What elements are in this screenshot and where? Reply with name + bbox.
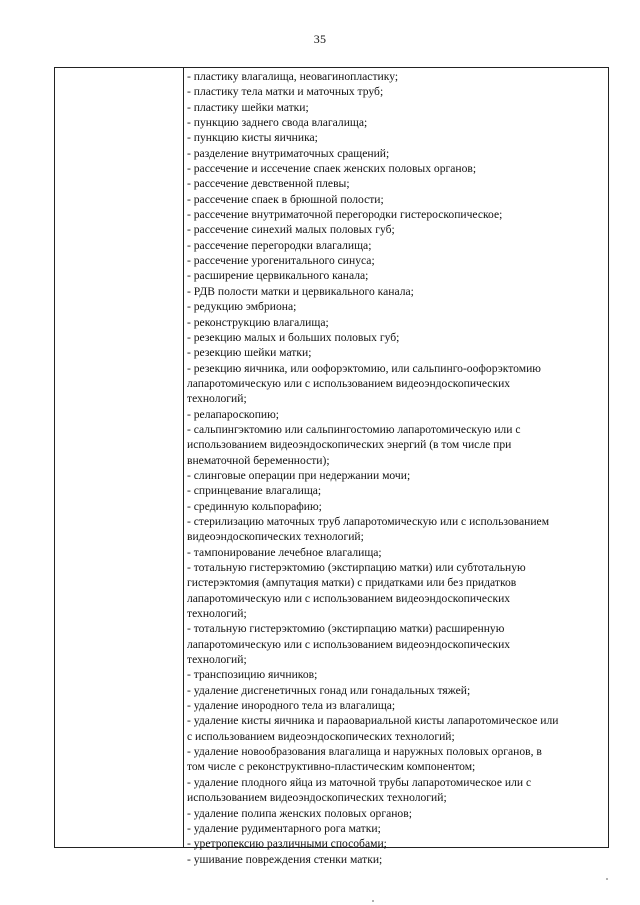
list-item <box>187 299 607 314</box>
list-item-line: - резекцию малых и больших половых губ; <box>187 330 400 344</box>
list-item <box>187 238 607 253</box>
list-item-line: с использованием видеоэндоскопических технологий; <box>187 729 455 743</box>
list-item-line: лапаротомическую или с использованием видеоэндоскопических <box>187 376 511 390</box>
list-item <box>187 330 607 345</box>
list-item <box>187 560 607 621</box>
list-item <box>187 468 607 483</box>
list-item <box>187 345 607 360</box>
list-item <box>187 775 607 806</box>
list-item-line: - спринцевание влагалища; <box>187 484 322 498</box>
list-item-line: - удаление кисты яичника и параовариальной кисты лапаротомическое или <box>187 714 559 728</box>
scan-artifact <box>372 900 374 902</box>
list-item-line: - пункцию заднего свода влагалища; <box>187 116 368 130</box>
list-item-line: - резекцию яичника, или оофорэктомию, или сальпинго-оофорэктомию <box>187 361 541 375</box>
list-item-line: - стерилизацию маточных труб лапаротомическую или с использованием <box>187 514 550 528</box>
list-item <box>187 268 607 283</box>
list-item-line: - тампонирование лечебное влагалища; <box>187 545 382 559</box>
list-item-line: - тотальную гистерэктомию (экстирпацию матки) или субтотальную <box>187 561 526 574</box>
list-item-line: - удаление инородного тела из влагалища; <box>187 699 396 713</box>
list-item-line: - разделение внутриматочных сращений; <box>187 146 390 160</box>
list-item-line: - слинговые операции при недержании мочи; <box>187 468 411 482</box>
list-item-line: - удаление плодного яйца из маточной трубы лапаротомическое или с <box>187 775 532 789</box>
list-item-line: - резекцию шейки матки; <box>187 346 312 360</box>
document-table <box>54 67 609 866</box>
list-item-line: - рассечение спаек в брюшной полости; <box>187 192 384 206</box>
list-item-line: - рассечение девственной плевы; <box>187 177 350 191</box>
list-item <box>187 621 607 667</box>
list-item <box>187 407 607 422</box>
list-item-line: технологий; <box>187 392 247 406</box>
list-item-line: - рассечение синехий малых половых губ; <box>187 223 395 237</box>
list-item <box>187 315 607 330</box>
list-item <box>187 130 607 145</box>
list-item <box>187 176 607 191</box>
table-column-divider <box>183 68 184 847</box>
list-item <box>187 744 607 775</box>
list-item-line: - уретропексию различными способами; <box>187 837 387 851</box>
list-item-line: технологий; <box>187 653 247 667</box>
list-item-line: - расширение цервикального канала; <box>187 269 369 283</box>
list-item <box>187 161 607 176</box>
list-item <box>187 545 607 560</box>
list-item-line: - рассечение внутриматочной перегородки гистероскопическое; <box>187 208 503 222</box>
list-item <box>187 514 607 545</box>
list-item-line: - пластику влагалища, неовагинопластику; <box>187 70 399 83</box>
list-item <box>187 821 607 836</box>
list-item-line: - рассечение урогенитального синуса; <box>187 254 375 268</box>
list-item-line: - удаление рудиментарного рога матки; <box>187 821 381 835</box>
list-item-line: - РДВ полости матки и цервикального канала; <box>187 284 414 298</box>
page-number: 35 <box>313 32 327 46</box>
list-item <box>187 253 607 268</box>
list-item-line: - рассечение и иссечение спаек женских половых органов; <box>187 162 477 176</box>
list-item-line: - срединную кольпорафию; <box>187 499 322 513</box>
list-item-line: - пункцию кисты яичника; <box>187 131 318 145</box>
list-item-line: - пластику шейки матки; <box>187 100 309 114</box>
list-item <box>187 836 607 851</box>
list-item-line: - реконструкцию влагалища; <box>187 315 329 329</box>
list-item <box>187 806 607 821</box>
list-item-line: лапаротомическую или с использованием видеоэндоскопических <box>187 637 511 651</box>
list-item-line: видеоэндоскопических технологий; <box>187 530 364 544</box>
list-item <box>187 422 607 468</box>
list-item-line: использованием видеоэндоскопических технологий; <box>187 791 447 805</box>
list-item <box>187 483 607 498</box>
list-item <box>187 84 607 99</box>
list-item <box>187 100 607 115</box>
list-item-line: использованием видеоэндоскопических энергий (в том числе при <box>187 438 512 452</box>
list-item-line: - рассечение перегородки влагалища; <box>187 238 372 252</box>
list-item-line: том числе с реконструктивно-пластическим компонентом; <box>187 760 476 774</box>
list-item-line: - редукцию эмбриона; <box>187 300 297 314</box>
list-item-line: - транспозицию яичников; <box>187 668 318 682</box>
list-item-line: - удаление полипа женских половых органов; <box>187 806 412 820</box>
list-item-line: лапаротомическую или с использованием видеоэндоскопических <box>187 591 511 605</box>
list-item <box>187 115 607 130</box>
list-item-line: внематочной беременности); <box>187 453 330 467</box>
list-item <box>187 192 607 207</box>
list-item <box>187 69 607 84</box>
list-item <box>187 683 607 698</box>
list-item <box>187 713 607 744</box>
list-item <box>187 284 607 299</box>
scan-artifact <box>606 878 608 880</box>
list-item <box>187 499 607 514</box>
list-item-line: - релапароскопию; <box>187 407 279 421</box>
list-item <box>187 698 607 713</box>
list-item-line: - тотальную гистерэктомию (экстирпацию матки) расширенную <box>187 622 505 636</box>
list-item-line: гистерэктомия (ампутация матки) с придатками или без придатков <box>187 576 517 590</box>
list-item <box>187 146 607 161</box>
list-item-line: - сальпингэктомию или сальпингостомию лапаротомическую или с <box>187 422 521 436</box>
list-item-line: - пластику тела матки и маточных труб; <box>187 85 384 99</box>
list-item-line: - удаление новообразования влагалища и наружных половых органов, в <box>187 745 542 759</box>
list-item-line: технологий; <box>187 607 247 621</box>
list-item <box>187 852 607 867</box>
list-item <box>187 667 607 682</box>
procedure-list <box>187 69 607 867</box>
list-item <box>187 361 607 407</box>
list-item-line: - удаление дисгенетичных гонад или гонадальных тяжей; <box>187 683 471 697</box>
list-item <box>187 222 607 237</box>
list-item-line: - ушивание повреждения стенки матки; <box>187 852 383 866</box>
list-item <box>187 207 607 222</box>
